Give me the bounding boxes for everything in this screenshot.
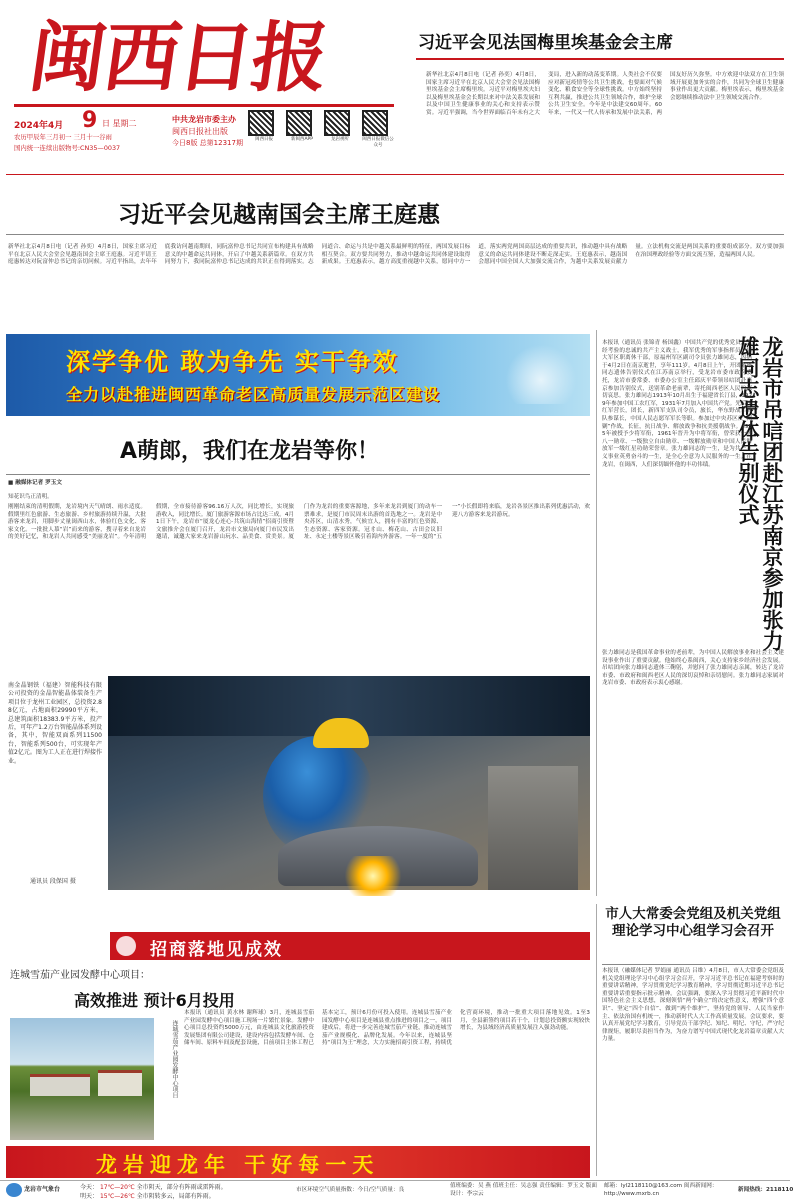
qr-icon <box>362 110 388 136</box>
masthead-publisher-1: 中共龙岩市委主办 <box>172 115 236 124</box>
sidebar-headline[interactable]: 龙岩市吊唁团赴江苏南京参加张力雄同志遗体告别仪式 <box>736 336 784 651</box>
study-rule <box>602 964 784 965</box>
qr-code-group <box>248 110 394 146</box>
weather-icon <box>6 1183 22 1197</box>
top-story-rule <box>416 58 784 60</box>
masthead-weekday: 日 星期二 <box>102 119 137 128</box>
section-badge-icon <box>116 936 136 956</box>
qr-icon <box>324 110 350 136</box>
air-quality: 市区环境空气质量指数：今日/空气质量：良 <box>296 1187 405 1193</box>
weather-label: 龙岩市气象台 <box>24 1186 61 1193</box>
contact-email[interactable]: 邮箱：lyl2118110@163.com 闽西新闻网：http://www.mxrb.cn <box>604 1183 718 1197</box>
sidebar-body: 本报讯（通讯员 张锦青 杨国鑫）中国共产党的优秀党员，久经考验的忠诚的共产主义战士，我军优秀的军事指挥员，副大军区职离休干部，原福州军区副司令员张力雄同志，因病于4月2日在南京逝世，享年111岁。4月8日上午，开团张雄同志遗体告别仪式在江苏南京举行，受龙岩市委市政府委托，龙岩市委常委、市委办公室主任邱庆平带领吊唁团赴南京参加告别仪式，送别革命老前辈，寄托闽西老区人民的深切哀思。张力雄同志1913年10月出生于福建省长汀县，1929年参加中国工农红军，1931年7月加入中国共产党。先后任红军营长，团长，新四军支队司令员，旅长，华东野战军纵队参谋长，中国人民志愿军军长等职。参加过中央苏区反“围剿”作战，长征，抗日战争、解放战争和抗美援朝战争。1955年被授予少将军衔，1961年晋升为中将军衔，曾荣获一级八一勋章、一级独立自由勋章、一级解放勋章和中国人民解放军一级红星功勋荣誉章。张力雄同志的一生，是为共产主义事业英勇奋斗的一生，是全心全意为人民服务的一生。在龙岩，在闽西，人们深切缅怀他的丰功伟绩。 <box>602 340 753 468</box>
banner-decoration <box>506 344 576 404</box>
banner-line-1: 深学争优 敢为争先 实干争效 <box>66 348 399 376</box>
weather-tomorrow-label: 明天： <box>80 1193 99 1200</box>
sidebar-body-continued: 张力雄同志是我国革命事业的老前辈，为中国人民解放事业和社会主义建设事业作出了重要贡献。他始终心系闽西，关心支持家乡经济社会发展。吊唁团向张力雄同志遗体三鞠躬，并慰问了张力雄同志亲属，转达了龙岩市委、市政府和闽西老区人民的深切哀悼和亲切慰问。张力雄同志家属对龙岩市委、市政府表示衷心感谢。 <box>602 650 784 687</box>
plant-photo-caption: 连城雪茄产业园发酵中心项目 <box>171 1020 178 1098</box>
masthead-logo: 闽西日报 <box>23 13 333 102</box>
footer-bar <box>0 1180 793 1200</box>
sidebar-divider <box>596 330 597 896</box>
feature-headline[interactable]: A萌郎，我们在龙岩等你！ <box>120 439 380 464</box>
plant-photo[interactable] <box>10 1018 154 1140</box>
qr-label: 闽西日报微信公众号 <box>362 137 394 148</box>
weather-tomorrow <box>80 1191 215 1200</box>
news-hotline[interactable]: 新闻热线：2118110 <box>738 1187 793 1193</box>
qr-code-3[interactable] <box>324 110 356 146</box>
investment-body: 本报讯（通讯员 黄水林 谢辉球）3月，连城县雪茄产业园发酵中心项目施工现场一片繁忙景象。发酵中心项目总投资约5000万元，由连城县文化旅游投资发展集团有限公司建设，建设内容包括发酵车间、仓储车间、原料车间及配套设施，目前项目主体工程已基本完工，预计6月份可投入使用。连城县雪茄产业园发酵中心项目是连城县重点推进的项目之一，项目建成后，将进一步完善连城雪茄产业链，推动连城雪茄产业规模化、品牌化发展。今年以来，连城县坚持“项目为王”理念，大力实施招商引资工程，持续优化营商环境，推动一批重大项目落地见效。1至3月，全县新签约项目若干个，计划总投资额实现较快增长，为县域经济高质量发展注入强劲动能。 <box>184 1010 590 1047</box>
main-story-rule <box>6 234 784 235</box>
feature-byline: ■ 融媒体记者 罗玉文 <box>8 480 62 486</box>
masthead-lunar: 农历甲辰年三月初一 三月十一谷雨 <box>14 133 112 141</box>
masthead-rule <box>14 104 394 107</box>
qr-label: 龙岩视听 <box>331 137 349 142</box>
qr-code-4[interactable] <box>362 110 394 146</box>
section-divider <box>6 174 784 175</box>
qr-label: 新闽西APP <box>290 137 313 142</box>
feature-body: 刚刚结束的清明假期，龙岩境内天气晴朗、雨水适度。假期里红色旅游、生态旅游、乡村旅游持续升温，大批游客来龙岩，用脚步丈量闽西山水，体验红色文化、客家文化。一批批人慕“岩”而来的游客，搜寻着来自龙岩的美好记忆，和龙岩人共同感受“美丽龙岩”。今年清明假期，全市接待游客96.16万人次，同比增长，实现旅游收入，同比增长。厦门旅游客源市场占比达三成。4月1日下午，龙岩市“厦龙心连心·共筑山海情”招商引资暨文旅推介会在厦门召开，龙岩市文旅局向厦门市民发出邀请，诚邀大家来龙岩游山玩水、品美食、赏美景。厦门作为龙岩的重要客源地，多年来龙岩到厦门的动车一票难求，是厦门市民周末出游的首选地之一。龙岩是中央苏区，山清水秀，气候宜人，拥有丰富的红色资源、生态资源、客家资源。冠豸山、梅花山、古田会议旧址、永定土楼等景区吸引着海内外游客。一年一度的“五一”小长假即将来临，龙岩各景区推出系列优惠活动，欢迎八方游客来龙岩游玩。 <box>8 504 590 541</box>
plant-building-2 <box>98 1070 142 1096</box>
top-story-headline[interactable]: 习近平会见法国梅里埃基金会主席 <box>418 33 673 53</box>
investment-kicker: 连城雪茄产业园发酵中心项目： <box>10 970 150 981</box>
weather-tomorrow-temp: 15℃—26℃ <box>99 1193 135 1200</box>
weather-tomorrow-desc: 全市阴转多云，局部有阵雨。 <box>136 1193 215 1200</box>
masthead-day: 9 <box>82 108 98 133</box>
welding-sparks <box>338 856 408 896</box>
background-machinery <box>488 766 578 890</box>
photo-credit: 通讯员 段保国 摄 <box>30 878 76 885</box>
investment-headline[interactable]: 高效推进 预计6月投用 <box>74 991 235 1010</box>
masthead-publisher-2: 闽西日报社出版 <box>172 127 228 136</box>
campaign-banner <box>6 334 590 416</box>
factory-photo[interactable] <box>108 676 590 890</box>
investment-section-title: 招商落地见成效 <box>150 940 283 960</box>
masthead-cn-number: 国内统一连续出版物号:CN35—0037 <box>14 144 121 152</box>
study-divider <box>596 904 597 1176</box>
qr-label: 闽西日报 <box>255 137 273 142</box>
banner-line-2: 全力以赴推进闽西革命老区高质量发展示范区建设 <box>66 385 441 404</box>
qr-code-2[interactable] <box>286 110 318 146</box>
weather-today-temp: 17℃—20℃ <box>99 1184 135 1191</box>
editors-line: 值班编委：吴 燕 值班主任：吴志强 责任编辑：罗玉文 版面设计：李宗云 <box>450 1183 597 1197</box>
slogan-text: 龙岩迎龙年 干好每一天 <box>96 1152 380 1177</box>
qr-icon <box>248 110 274 136</box>
masthead-date: 2024年4月 <box>14 121 64 131</box>
investment-section-banner <box>110 932 590 960</box>
weather-today <box>80 1182 227 1191</box>
weather-today-desc: 全市阴天，部分有阵雨或雷阵雨。 <box>136 1184 227 1191</box>
main-story-body: 新华社北京4月8日电（记者 孙奕）4月8日，国家主席习近平在北京人民大会堂会见越南国会主席王庭惠。习近平请王庭惠转达对阮富仲总书记的亲切问候。习近平指出，去年年底我访问越南期间，同阮富仲总书记共同宣布构建具有战略意义的中越命运共同体，开启了中越关系新篇章。在双方共同努力下，我同阮富仲总书记达成的共识正在得到落实。志同道合、命运与共是中越关系最鲜明的特征，两国发展目标相互契合。双方要共同努力，推动中越命运共同体建设取得新成果。王庭惠表示，越方高度重视越中关系，愿同中方一道，落实两党两国高层达成的重要共识，推动越中具有战略意义的命运共同体建设不断走深走实。王庭惠表示，越南国会愿同中国全国人大加强交流合作，为越中关系发展贡献力量。立法机构交流是两国关系的重要组成部分。双方要加强在治国理政经验等方面交流互鉴，造福两国人民。 <box>8 244 784 266</box>
slogan-banner <box>6 1146 590 1178</box>
masthead-publisher-3: 今日8版 总第12317期 <box>172 139 243 147</box>
study-headline[interactable]: 市人大常委会党组及机关党组理论学习中心组学习会召开 <box>605 906 781 939</box>
top-story-body: 新华社北京4月8日电（记者 孙奕）4月8日，国家主席习近平在北京人民大会堂会见法国梅里埃基金会主席梅里埃。习近平对梅里埃夫妇以及梅里埃基金会长期以来对中法关系发展和以及中国卫生健康事业的关心和支持表示赞赏。习近平强调，当今世界面临百年未有之大变局，进入新的动荡变革期。人类社会不仅要应对新冠疫情等公共卫生挑战，也要面对气候变化、粮食安全等全球性挑战。中方始终坚持互利共赢，推进公共卫生领域合作，维护全球公共卫生安全。今年是中法建交60周年。60年来，一代又一代人传承和发展中法关系，两国友好历久弥坚。中方欢迎中法双方在卫生领域开展更加务实的合作，共同为全球卫生健康事业作出更大贡献。梅里埃表示，梅里埃基金会愿继续推动法中卫生领域交流合作。 <box>426 72 784 116</box>
main-story-headline[interactable]: 习近平会见越南国会主席王庭惠 <box>118 202 440 228</box>
weather-today-label: 今天： <box>80 1184 99 1191</box>
photo-caption: 南金晶钢铁（福建）智能科技有限公司投资的金晶智能晶体装备生产项目位于龙州工业园区，总投资2.88亿元，占地面积29990平方米，总建筑面积18383.9平方米，投产后，可年产1.2万台智能晶体系列设备，其中，智能双面系列11500台，智能系列500台，可实现年产值2亿元。图为工人正在进行焊接作业。 <box>8 682 102 765</box>
feature-lead: 知花识鸟正清明。 <box>8 494 53 500</box>
study-body: 本报讯（融媒体记者 罗娟丽 通讯员 吕维）4月8日，市人大常委会党组及机关党组理论学习中心组学习会召开，学习习近平总书记在福建考察时的重要讲话精神，学习贯彻党纪学习教育精神，学习贯彻近期习近平总书记重要讲话重要指示批示精神。会议强调，要深入学习贯彻习近平新时代中国特色社会主义思想，深刻领悟“两个确立”的决定性意义，增强“四个意识”、坚定“四个自信”、做到“两个维护”，坚持党的领导、人民当家作主、依法治国有机统一，推动新时代人大工作高质量发展。会议要求，要认真开展党纪学习教育，引导党员干部学纪、知纪、明纪、守纪，严守纪律规矩，履职尽责担当作为，为奋力谱写中国式现代化龙岩篇章贡献人大力量。 <box>602 968 784 1043</box>
plant-building-1 <box>30 1074 90 1096</box>
qr-icon <box>286 110 312 136</box>
feature-rule <box>6 474 590 475</box>
qr-code-1[interactable] <box>248 110 280 146</box>
